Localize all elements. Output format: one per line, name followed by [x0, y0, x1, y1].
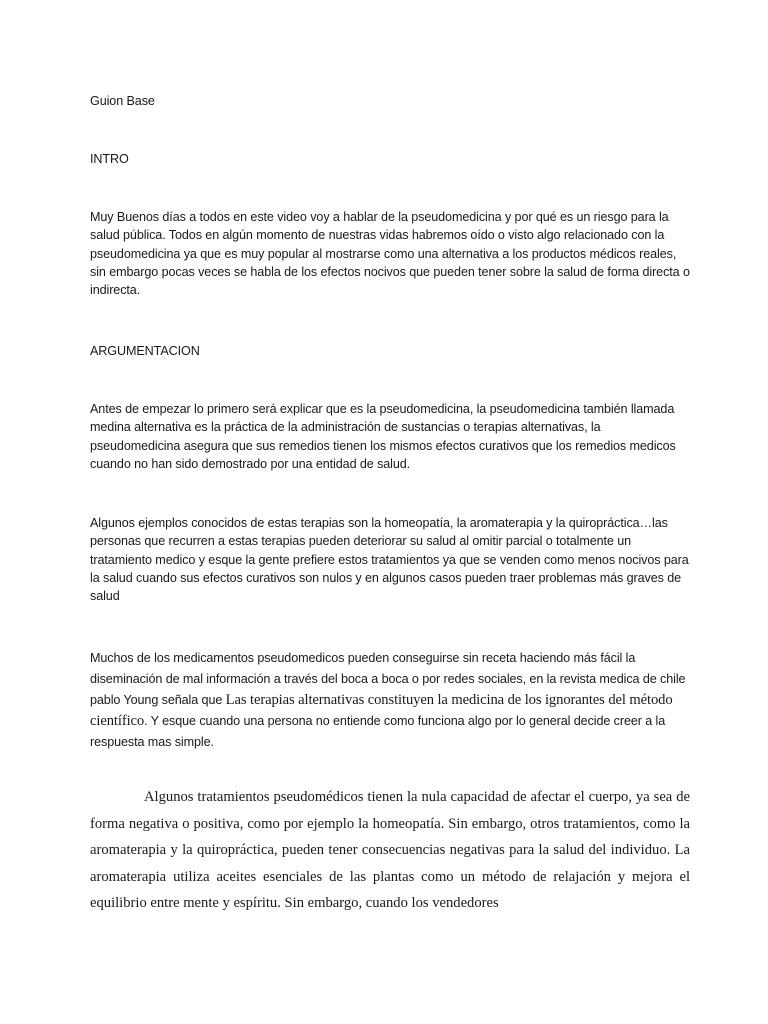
argument-paragraph-3 — [90, 648, 690, 753]
argument-paragraph-4: Algunos tratamientos pseudomédicos tienen la nula capacidad de afectar el cuerpo, ya sea de forma negativa o positiva, como por ejemplo la homeopatía. Sin embargo, otros tratamientos, como la aromaterapia y la quiropráctica, pueden tener consecuencias negativas para la salud del individuo. La aromaterapia utiliza aceites esenciales de las plantas como un método de relajación y mejora el equilibrio entre mente y espíritu. Sin embargo, cuando los vendedores — [90, 789, 690, 912]
document-title: Guion Base — [90, 94, 155, 108]
paragraph-3-tail: . Y esque cuando una persona no entiende como funciona algo por lo general decide creer a la respuesta mas simple. — [90, 714, 666, 749]
argument-heading: ARGUMENTACION — [90, 344, 200, 358]
intro-paragraph: Muy Buenos días a todos en este video voy a hablar de la pseudomedicina y por qué es un riesgo para la salud pública. Todos en algún momento de nuestras vidas habremos oído o visto algo relacionado con la pseudomedicina ya que es muy popular al mostrarse como una alternativa a los productos médicos reales, sin embargo pocas veces se habla de los efectos nocivos que pueden tener sobre la salud de forma directa o indirecta. — [90, 210, 690, 298]
paragraph-3-lead: Muchos de los medicamentos pseudomedicos pueden conseguirse sin receta haciendo más fácil la diseminación de mal información a través del boca a boca o por redes sociales, en la revista medica de chile pablo Young señala que — [90, 651, 686, 707]
quote-young: Las terapias alternativas constituyen la medicina de los ignorantes del método científico — [90, 692, 673, 729]
argument-paragraph-1: Antes de empezar lo primero será explicar que es la pseudomedicina, la pseudomedicina también llamada medina alternativa es la práctica de la administración de sustancias o terapias alternativas, la pseudomedicina asegura que sus remedios tienen los mismos efectos curativos que los remedios medicos cuando no han sido demostrado por una entidad de salud. — [90, 402, 676, 471]
intro-heading: INTRO — [90, 152, 129, 166]
argument-paragraph-2: Algunos ejemplos conocidos de estas terapias son la homeopatía, la aromaterapia y la quiropráctica…las personas que recurren a estas terapias pueden deteriorar su salud al omitir parcial o totalmente un tratamiento medico y esque la gente prefiere estos tratamientos ya que se venden como menos nocivos para la salud cuando sus efectos curativos son nulos y en algunos casos pueden traer problemas más graves de salud — [90, 516, 689, 604]
